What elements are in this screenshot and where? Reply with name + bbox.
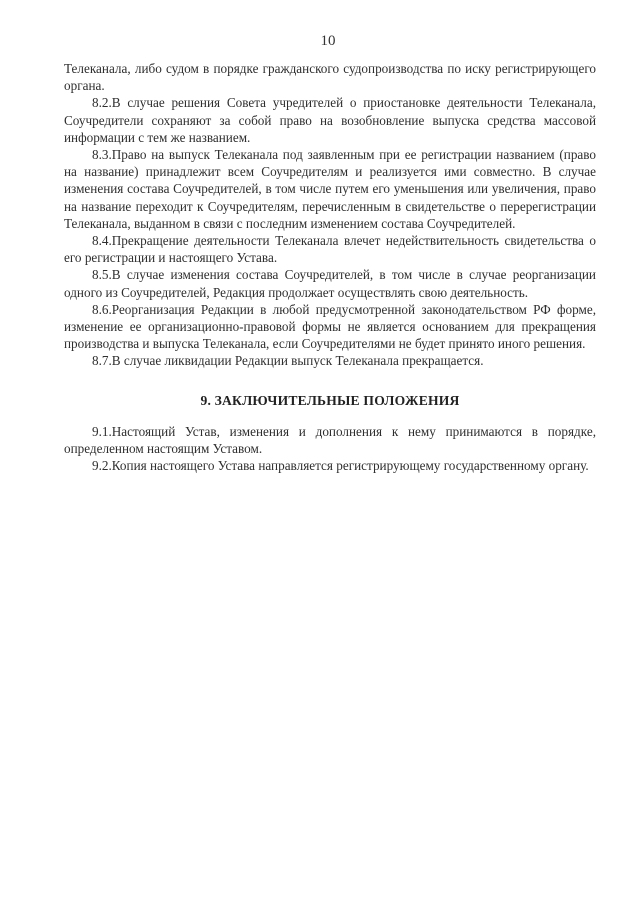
paragraph-8-4: 8.4.Прекращение деятельности Телеканала влечет недействительность свидетельства о его регистрации и настоящего Устава. [64, 233, 596, 266]
document-body [64, 60, 596, 474]
paragraph-8-7: 8.7.В случае ликвидации Редакции выпуск Телеканала прекращается. [92, 353, 484, 369]
paragraph-8-5: 8.5.В случае изменения состава Соучредителей, в том числе в случае реорганизации одного из Соучредителей, Редакция продолжает осуществлять свою деятельность. [64, 267, 596, 300]
paragraph-8-3: 8.3.Право на выпуск Телеканала под заявленным при ее регистрации названием (право на название) принадлежит всем Соучредителям и реализуется ими совместно. В случае изменения состава Соучредителей, в том числе путем его уменьшения или увеличения, право на название переходит к Соучредителям, перечисленным в свидетельстве о перерегистрации Телеканала, выданном в связи с последним изменением состава Соучредителей. [64, 147, 596, 231]
section-heading: 9. ЗАКЛЮЧИТЕЛЬНЫЕ ПОЛОЖЕНИЯ [200, 392, 460, 408]
paragraph-9-2: 9.2.Копия настоящего Устава направляется регистрирующему государственному органу. [92, 458, 589, 474]
page-number: 10 [320, 33, 336, 49]
paragraph-8-6: 8.6.Реорганизация Редакции в любой предусмотренной законодательством РФ форме, изменение ее организационно-правовой формы не является основанием для прекращения производства и выпуска Телеканала, если Соучредителями не будет принято иного решения. [64, 301, 596, 352]
paragraph-8-2: 8.2.В случае решения Совета учредителей о приостановке деятельности Телеканала, Соучредители сохраняют за собой право на возобновление выпуска средства массовой информации с тем же названием. [64, 95, 596, 145]
paragraph-8-1-continuation: Телеканала, либо судом в порядке гражданского судопроизводства по иску регистрирующего органа. [64, 61, 596, 94]
paragraph-9-1: 9.1.Настоящий Устав, изменения и дополнения к нему принимаются в порядке, определенном настоящим Уставом. [64, 423, 596, 457]
